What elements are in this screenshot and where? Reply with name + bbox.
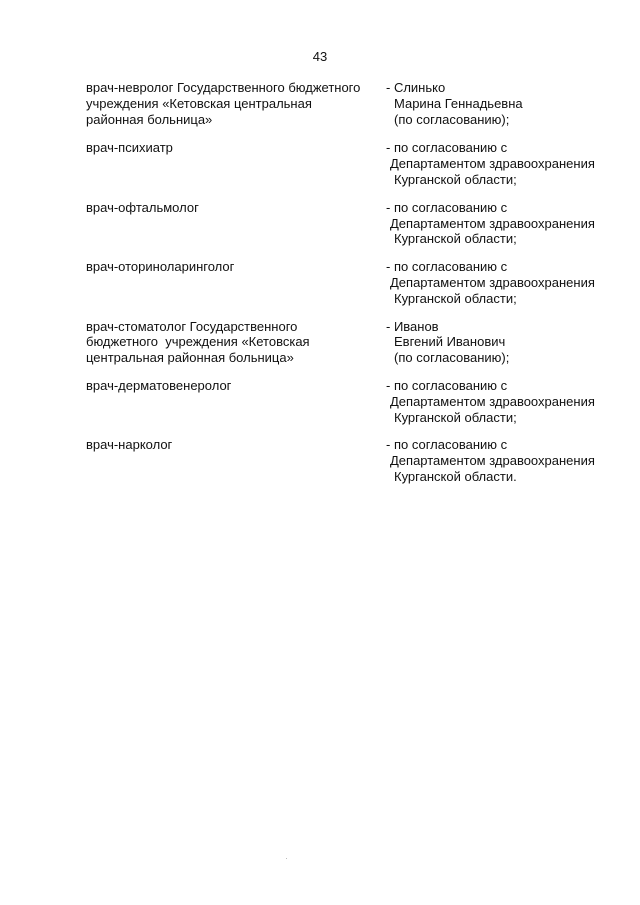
member-line: - по согласованию с <box>386 199 508 215</box>
role-line: учреждения «Кетовская центральная <box>86 95 312 111</box>
role-line: бюджетного учреждения «Кетовская <box>86 334 310 350</box>
member-line: - по согласованию с <box>386 437 508 453</box>
commission-member-list <box>86 80 626 485</box>
member-line: - Слинько <box>386 80 446 95</box>
role-line: врач-невролог Государственного бюджетного <box>86 80 361 95</box>
role-column <box>86 140 386 156</box>
member-line: Курганской области; <box>394 231 517 247</box>
member-line: Курганской области; <box>394 409 517 425</box>
member-line: - по согласованию с <box>386 377 508 393</box>
role-line: центральная районная больница» <box>86 350 294 366</box>
member-line: (по согласованию); <box>394 350 510 366</box>
role-line: врач-стоматолог Государственного <box>86 318 298 334</box>
entry-neurologist <box>86 80 626 127</box>
role-column <box>86 378 386 394</box>
role-column <box>86 259 386 275</box>
member-line: - Иванов <box>386 318 439 334</box>
member-column <box>386 319 626 366</box>
member-column <box>386 200 626 247</box>
role-line: районная больница» <box>86 111 213 127</box>
member-line: Евгений Иванович <box>394 334 506 350</box>
entry-dermatovenereologist <box>86 378 626 425</box>
role-line: врач-психиатр <box>86 140 173 156</box>
page-number: 43 <box>312 49 328 64</box>
role-line: врач-дерматовенеролог <box>86 377 232 393</box>
member-line: Департаментом здравоохранения <box>390 274 595 290</box>
role-line: врач-оториноларинголог <box>86 259 235 275</box>
entry-psychiatrist <box>86 140 626 187</box>
member-line: Курганской области; <box>394 290 517 306</box>
member-line: - по согласованию с <box>386 259 508 275</box>
member-column <box>386 378 626 425</box>
member-line: Департаментом здравоохранения <box>390 215 595 231</box>
member-line: Марина Геннадьевна <box>394 95 523 111</box>
entry-dentist <box>86 319 626 366</box>
member-line: Курганской области. <box>394 468 517 484</box>
member-column <box>386 80 626 127</box>
role-line: врач-офтальмолог <box>86 199 199 215</box>
member-line: Департаментом здравоохранения <box>390 453 595 469</box>
member-line: Департаментом здравоохранения <box>390 393 595 409</box>
member-line: - по согласованию с <box>386 140 508 156</box>
member-line: Департаментом здравоохранения <box>390 156 595 172</box>
member-column <box>386 437 626 484</box>
role-line: врач-нарколог <box>86 437 173 453</box>
member-line: Курганской области; <box>394 171 517 187</box>
member-column <box>386 259 626 306</box>
entry-narcologist <box>86 437 626 484</box>
member-column <box>386 140 626 187</box>
entry-ophthalmologist <box>86 200 626 247</box>
role-column <box>86 319 386 366</box>
scan-speck <box>286 858 287 859</box>
member-line: (по согласованию); <box>394 111 510 127</box>
role-column <box>86 80 386 127</box>
role-column <box>86 437 386 453</box>
role-column <box>86 200 386 216</box>
entry-otorhinolaryngologist <box>86 259 626 306</box>
